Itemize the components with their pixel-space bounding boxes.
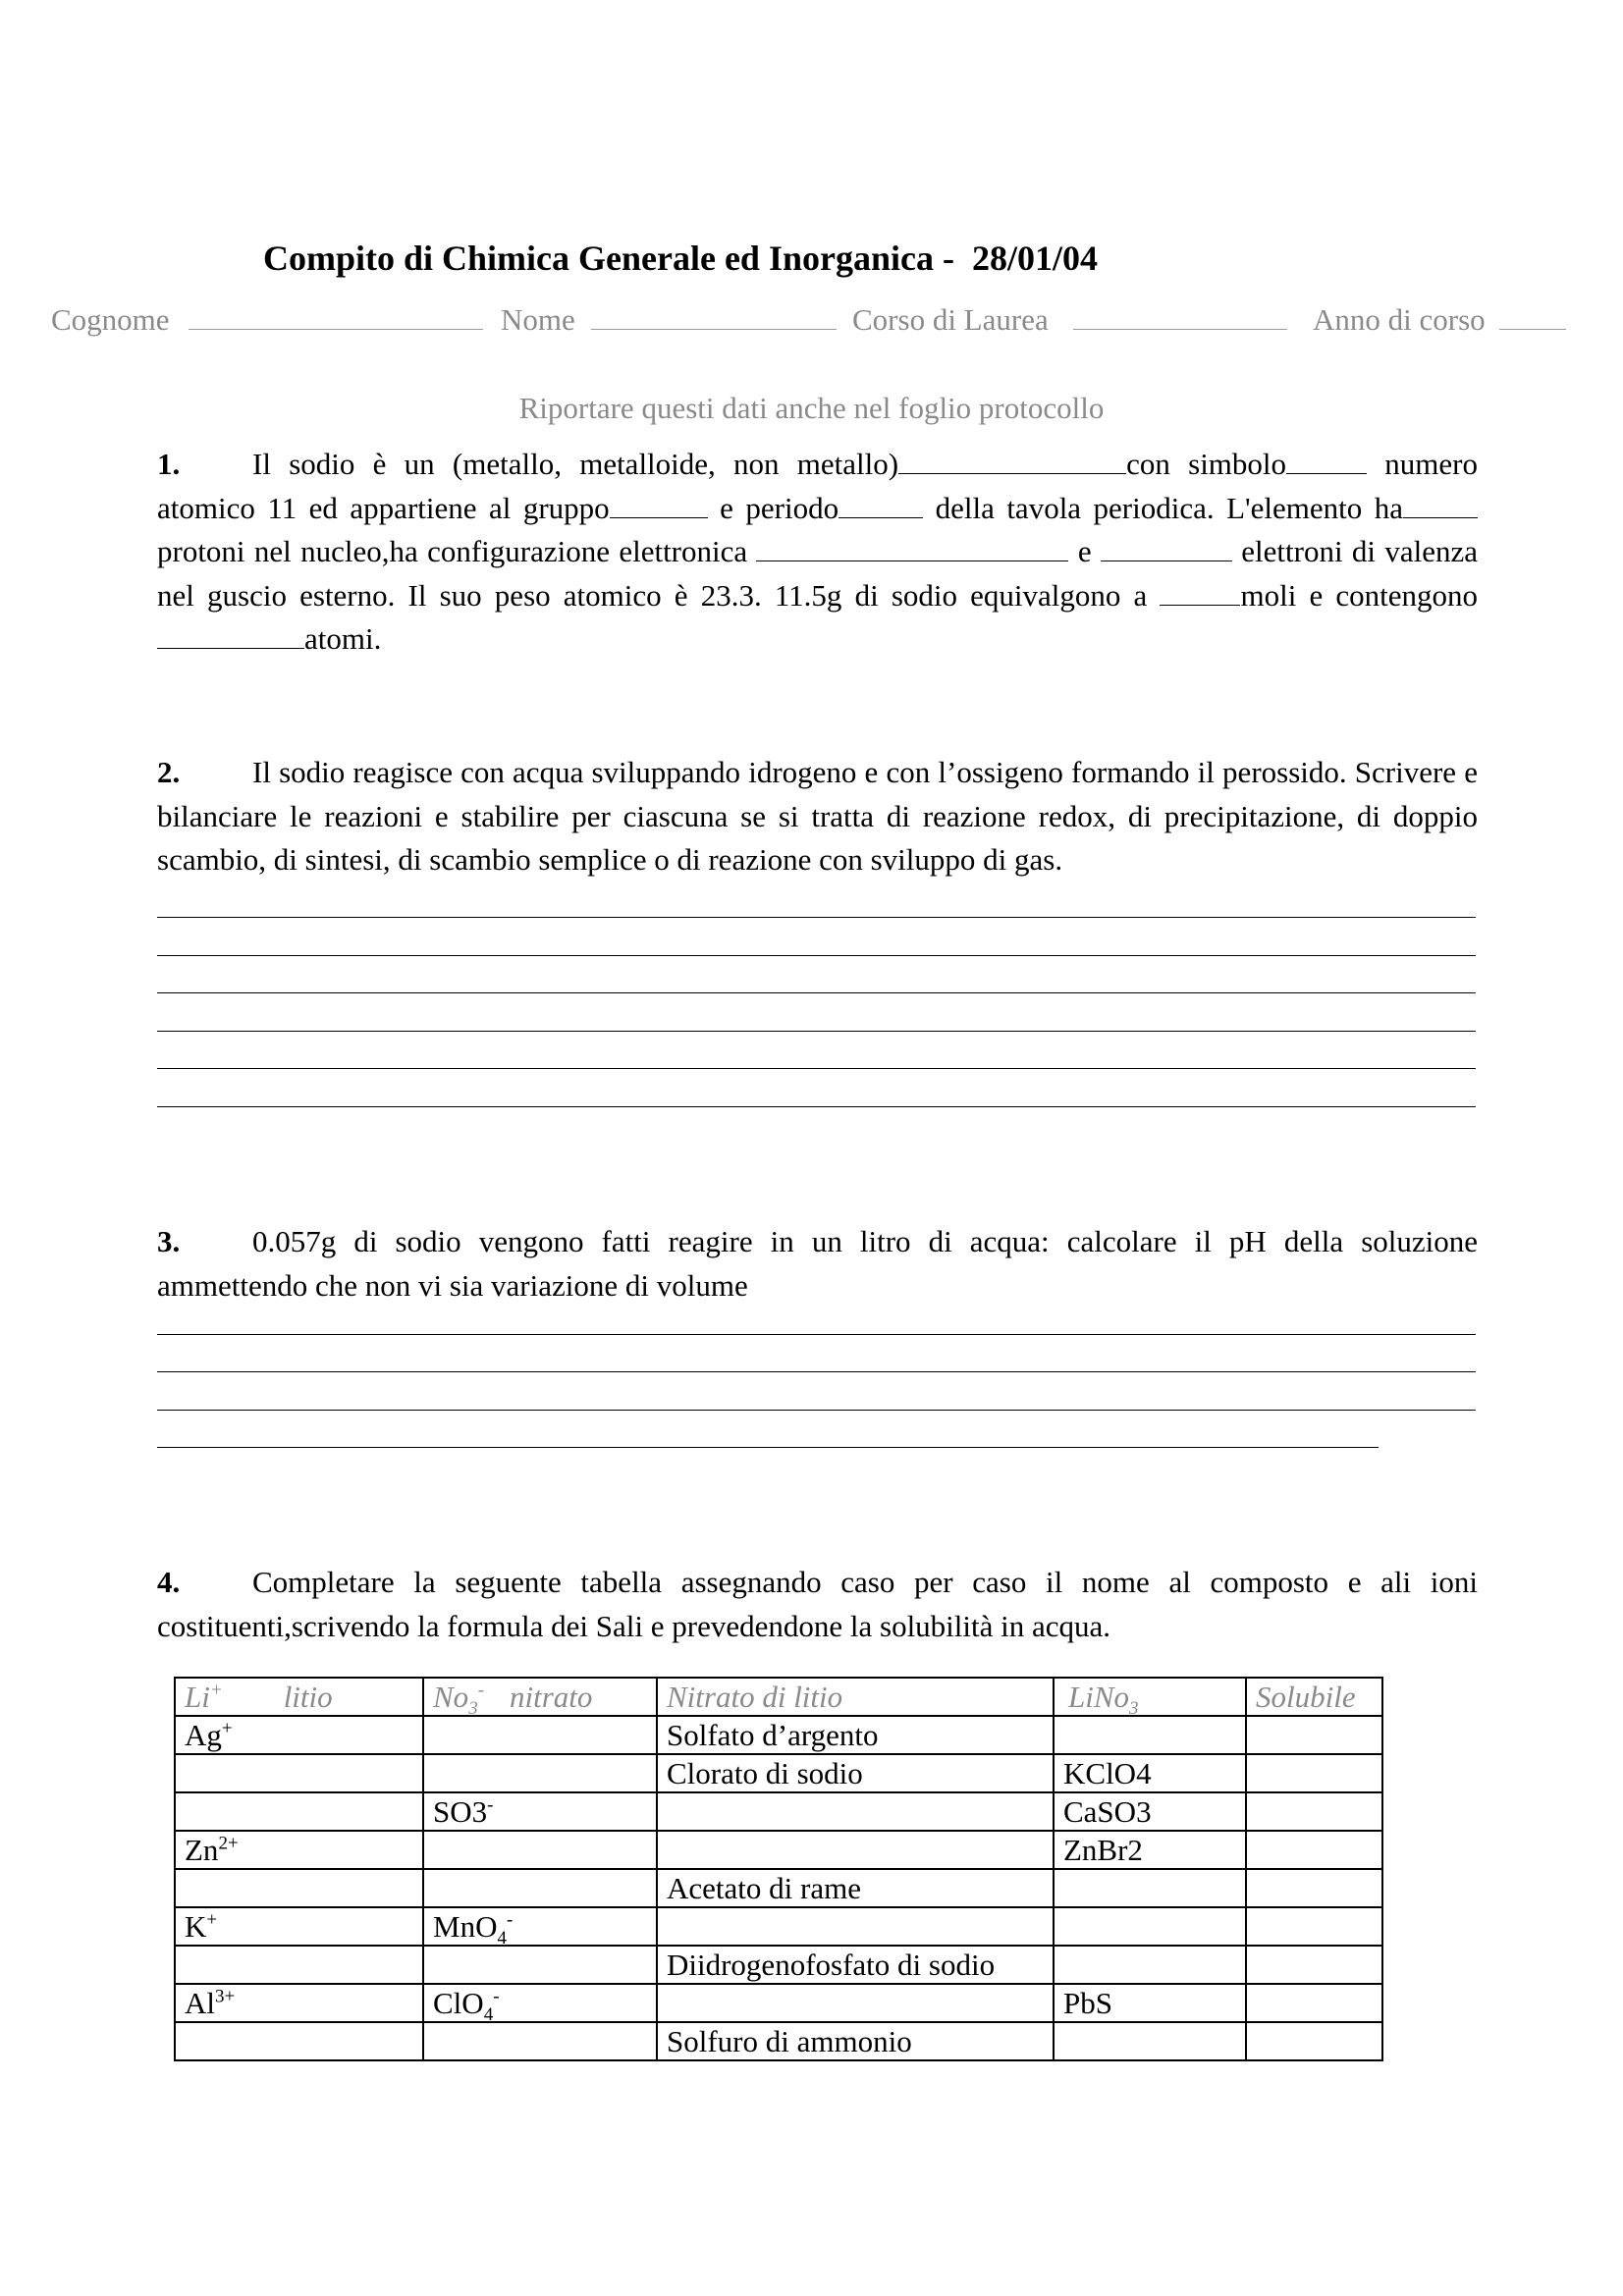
anion-cell[interactable]: SO3- [423, 1792, 657, 1831]
question-text: Completare la seguente tabella assegnando caso per caso il nome al composto e ali ioni costituenti,scrivendo la formula dei Sali e prevedendone la solubilità in acqua. [157, 1565, 1478, 1643]
anion-cell[interactable] [423, 1869, 657, 1907]
answer-line[interactable] [157, 1371, 1476, 1372]
salt-name-cell[interactable] [657, 1907, 1054, 1946]
formula-cell[interactable] [1054, 1907, 1246, 1946]
blank-field[interactable] [756, 537, 1068, 561]
table-row [175, 2022, 1382, 2060]
header-formula: LiNo$_3$ [1054, 1678, 1246, 1716]
question-4 [157, 1561, 1478, 1648]
solubility-cell[interactable] [1246, 1984, 1382, 2022]
blank-field[interactable] [610, 494, 708, 518]
table-row [175, 1869, 1382, 1907]
question-text: numero atomico 11 ed appartiene al gruppo [157, 447, 1478, 525]
corso-label: Corso di Laurea [852, 302, 1049, 337]
table-row [175, 1984, 1382, 2022]
cation-cell[interactable] [175, 2022, 423, 2060]
cation-cell[interactable] [175, 1792, 423, 1831]
page-title: Compito di Chimica Generale ed Inorganica - 28/01/04 [263, 239, 1098, 278]
formula-cell[interactable] [1054, 1946, 1246, 1984]
formula-cell[interactable] [1054, 1716, 1246, 1754]
question-2 [157, 751, 1478, 882]
salt-name-cell[interactable] [657, 1792, 1054, 1831]
salts-table [174, 1677, 1383, 2061]
solubility-cell[interactable] [1246, 1831, 1382, 1869]
question-text: e [1068, 534, 1101, 568]
question-text: moli e contengono [1240, 577, 1478, 613]
salt-name-cell[interactable]: Solfato d’argento [657, 1716, 1054, 1754]
cation-cell[interactable] [175, 1946, 423, 1984]
cation-cell[interactable]: Ag+ [175, 1716, 423, 1754]
formula-cell[interactable] [1054, 2022, 1246, 2060]
anno-field[interactable] [1499, 302, 1566, 338]
question-text: Il sodio reagisce con acqua sviluppando idrogeno e con l’ossigeno formando il perossido. Scrivere e bilanciare le reazioni e stabilire per ciascuna se si tratta di reazione redox, di precipitazione, di doppio scambio, di sintesi, di scambio semplice o di reazione con sviluppo di gas. [157, 755, 1478, 877]
anno-label: Anno di corso [1313, 302, 1486, 337]
blank-field[interactable] [1160, 581, 1240, 606]
cation-cell[interactable] [175, 1754, 423, 1792]
solubility-cell[interactable] [1246, 1754, 1382, 1792]
answer-line[interactable] [157, 1410, 1476, 1411]
question-number: 4. [157, 1565, 181, 1599]
solubility-cell[interactable] [1246, 1946, 1382, 1984]
header-anion: $No_3^-$ nitrato [423, 1678, 657, 1716]
salt-name-cell[interactable]: Clorato di sodio [657, 1754, 1054, 1792]
question-number: 3. [157, 1224, 181, 1258]
table-row [175, 1831, 1382, 1869]
blank-field[interactable] [1101, 537, 1232, 561]
solubility-cell[interactable] [1246, 1869, 1382, 1907]
answer-line[interactable] [157, 1106, 1476, 1107]
instruction-note: Riportare questi dati anche nel foglio protocollo [518, 391, 1105, 425]
table-header-row [175, 1678, 1382, 1716]
formula-cell[interactable] [1054, 1869, 1246, 1907]
answer-line[interactable] [157, 955, 1476, 956]
table-row [175, 1716, 1382, 1754]
salt-name-cell[interactable]: Diidrogenofosfato di sodio [657, 1946, 1054, 1984]
anion-cell[interactable]: ClO$_4$- [423, 1984, 657, 2022]
solubility-cell[interactable] [1246, 1792, 1382, 1831]
question-3 [157, 1220, 1478, 1308]
question-text: 0.057g di sodio vengono fatti reagire in un litro di acqua: calcolare il pH della soluzione ammettendo che non vi sia variazione di volume [157, 1224, 1478, 1303]
answer-line[interactable] [157, 1334, 1476, 1335]
header-salt-name: Nitrato di litio [657, 1678, 1054, 1716]
solubility-cell[interactable] [1246, 1907, 1382, 1946]
anion-cell[interactable]: MnO$_4$- [423, 1907, 657, 1946]
question-text: elettroni di valenza nel guscio esterno. Il suo peso atomico è 23.3. 11.5g di sodio equivalgono a [157, 534, 1478, 613]
question-number: 2. [157, 755, 181, 789]
header-cation: Li+ litio [175, 1678, 423, 1716]
question-text: atomi. [304, 621, 382, 656]
nome-field[interactable] [591, 302, 837, 338]
answer-line[interactable] [157, 992, 1476, 993]
cognome-label: Cognome [51, 302, 170, 337]
salt-name-cell[interactable]: Solfuro di ammonio [657, 2022, 1054, 2060]
table-row [175, 1754, 1382, 1792]
question-text: con simbolo [1126, 447, 1287, 481]
blank-field[interactable] [1286, 450, 1367, 474]
cognome-field[interactable] [189, 302, 483, 338]
cation-cell[interactable]: $Zn^{2+}$ [175, 1831, 423, 1869]
corso-field[interactable] [1073, 302, 1287, 338]
formula-cell[interactable]: ZnBr2 [1054, 1831, 1246, 1869]
blank-field[interactable] [898, 450, 1126, 474]
cation-cell[interactable] [175, 1869, 423, 1907]
salt-name-cell[interactable]: Acetato di rame [657, 1869, 1054, 1907]
formula-cell[interactable]: KClO4 [1054, 1754, 1246, 1792]
question-text: e periodo [707, 490, 839, 525]
student-fields [51, 302, 1583, 346]
anion-cell[interactable] [423, 1946, 657, 1984]
salt-name-cell[interactable] [657, 1984, 1054, 2022]
nome-label: Nome [501, 302, 575, 337]
answer-line[interactable] [157, 1031, 1476, 1032]
cation-cell[interactable]: $Al^{3+}$ [175, 1984, 423, 2022]
blank-field[interactable] [839, 494, 923, 518]
salt-name-cell[interactable] [657, 1831, 1054, 1869]
solubility-cell[interactable] [1246, 1716, 1382, 1754]
answer-line[interactable] [157, 917, 1476, 918]
anion-cell[interactable] [423, 1754, 657, 1792]
formula-cell[interactable]: PbS [1054, 1984, 1246, 2022]
question-number: 1. [157, 447, 181, 481]
formula-cell[interactable]: CaSO3 [1054, 1792, 1246, 1831]
question-1 [157, 443, 1478, 662]
anion-cell[interactable] [423, 1716, 657, 1754]
table-row [175, 1792, 1382, 1831]
blank-field[interactable] [1403, 494, 1478, 518]
answer-line[interactable] [157, 1447, 1379, 1448]
blank-field[interactable] [157, 624, 304, 649]
table-row [175, 1946, 1382, 1984]
question-text: protoni nel nucleo,ha configurazione elettronica [157, 534, 757, 568]
table-row [175, 1907, 1382, 1946]
solubility-cell[interactable] [1246, 2022, 1382, 2060]
anion-cell[interactable] [423, 2022, 657, 2060]
question-text: della tavola periodica. L'elemento ha [923, 490, 1403, 525]
answer-line[interactable] [157, 1068, 1476, 1069]
anion-cell[interactable] [423, 1831, 657, 1869]
cation-cell[interactable]: K+ [175, 1907, 423, 1946]
header-solubility: Solubile [1246, 1678, 1382, 1716]
question-text: Il sodio è un (metallo, metalloide, non metallo) [252, 447, 899, 481]
